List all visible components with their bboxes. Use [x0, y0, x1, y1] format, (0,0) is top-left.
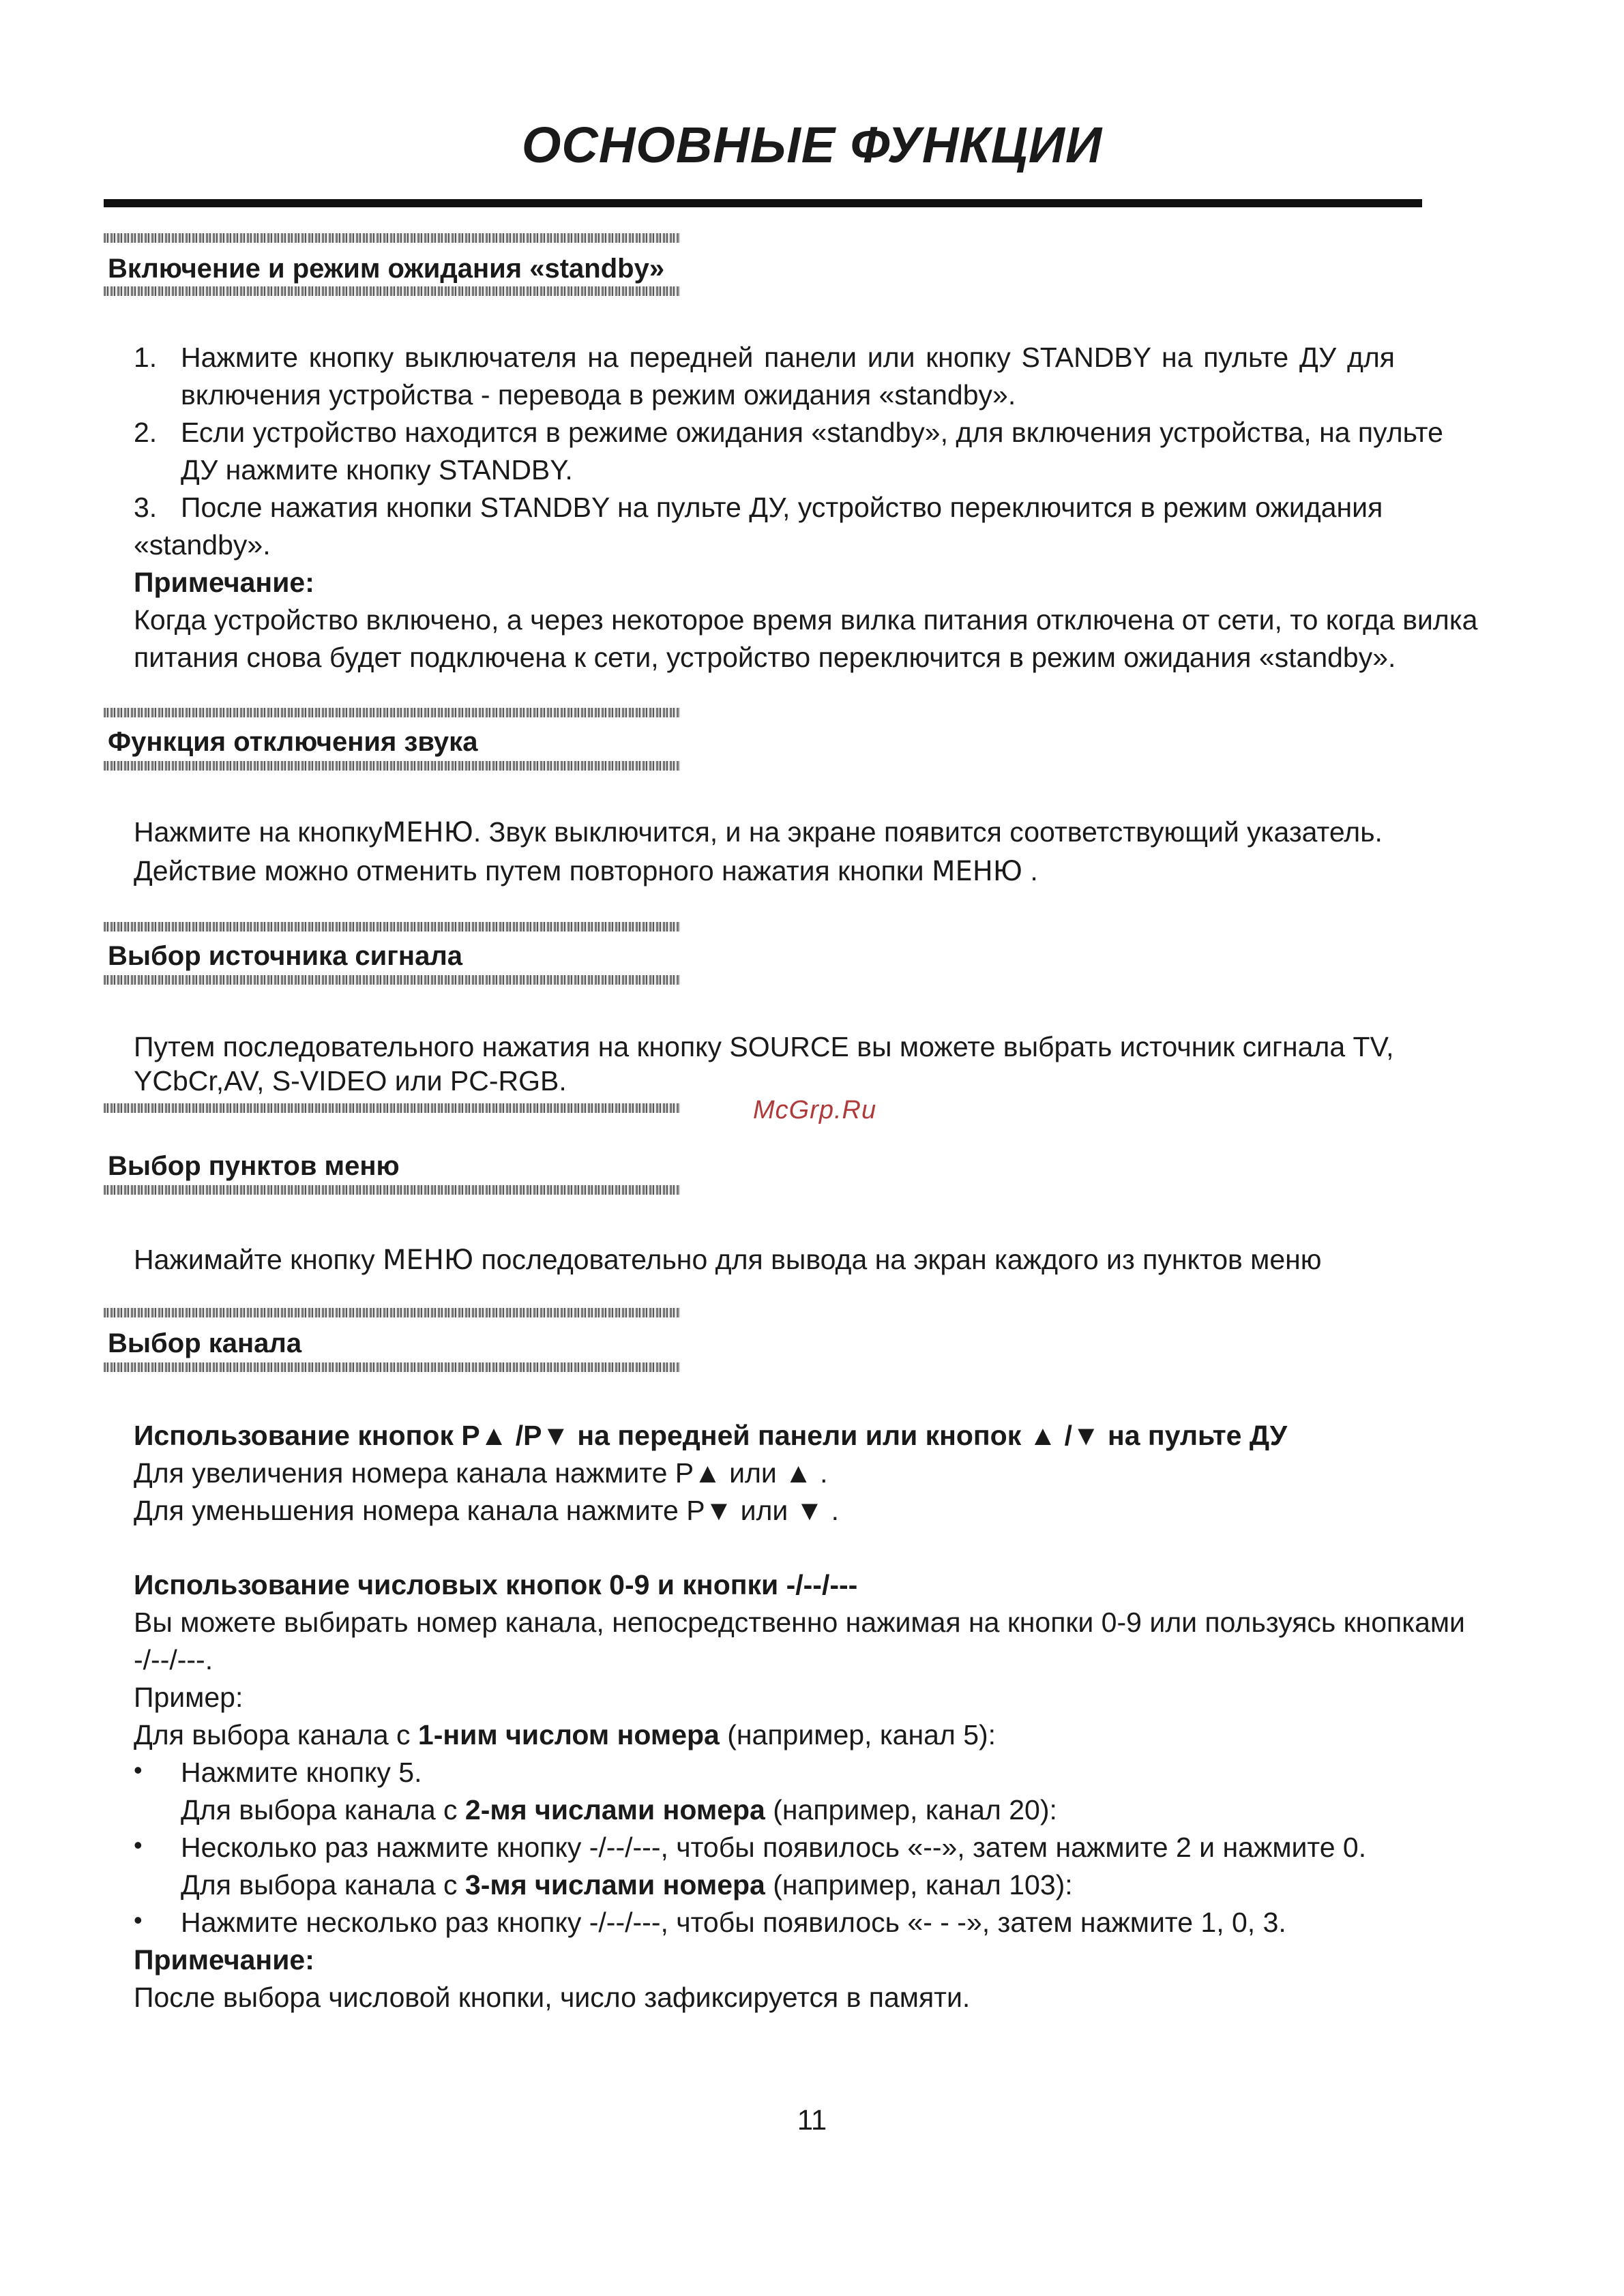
channel-sub2-line: Пример: — [134, 1682, 243, 1713]
mute-line-2 — [134, 852, 1038, 891]
channel-sub2-heading: Использование числовых кнопок 0-9 и кнопки -/--/--- — [134, 1569, 858, 1600]
text-span: (например, канал 5): — [719, 1719, 996, 1750]
section-band-top — [104, 233, 680, 243]
section-band-top — [104, 922, 680, 931]
page-title: ОСНОВНЫЕ ФУНКЦИИ — [521, 117, 1103, 173]
section-heading-source: Выбор источника сигнала — [108, 941, 462, 971]
text-span: 1-ним числом номера — [417, 1719, 720, 1750]
section-band-bottom — [104, 761, 680, 771]
list-item-line: Если устройство находится в режиме ожидания «standby», для включения устройства, на пульте — [181, 417, 1443, 448]
title-divider — [104, 199, 1422, 207]
text-span: Для выбора канала с — [181, 1869, 465, 1900]
section-band-bottom — [104, 286, 680, 296]
text-span: (например, канал 103): — [765, 1869, 1073, 1900]
section-band-bottom — [104, 1362, 680, 1372]
mute-line-1 — [134, 814, 1383, 852]
section-heading-channel: Выбор канала — [108, 1328, 302, 1358]
menu-button-label: МЕНЮ — [383, 1244, 474, 1276]
source-line-1: Путем последовательного нажатия на кнопку SOURCE вы можете выбрать источник сигнала TV, — [134, 1031, 1394, 1062]
note-text-line: Когда устройство включено, а через некоторое время вилка питания отключена от сети, то когда вилка — [134, 604, 1478, 636]
list-item-line: включения устройства - перевода в режим ожидания «standby». — [181, 379, 1016, 411]
list-item-line: ДУ нажмите кнопку STANDBY. — [181, 454, 573, 486]
bullet-text: Нажмите несколько раз кнопку -/--/---, чтобы появилось «- - -», затем нажмите 1, 0, 3. — [181, 1907, 1286, 1938]
bullet-icon: • — [134, 1831, 143, 1859]
example-line-2 — [181, 1791, 1057, 1829]
text-span: . — [1030, 855, 1038, 886]
text-span: 3-мя числами номера — [464, 1869, 765, 1900]
bullet-text: Нажмите кнопку 5. — [181, 1757, 422, 1788]
section-heading-standby: Включение и режим ожидания «standby» — [108, 254, 665, 284]
example-line-1 — [134, 1716, 996, 1754]
menu-line — [134, 1241, 1322, 1279]
text-span: Для выбора канала с — [181, 1794, 465, 1825]
list-item-line: Нажмите кнопку выключателя на передней панели или кнопку STANDBY на пульте ДУ для — [181, 342, 1395, 373]
list-item-line: После нажатия кнопки STANDBY на пульте ДУ, устройство переключится в режим ожидания — [181, 492, 1383, 523]
watermark: McGrp.Ru — [753, 1096, 877, 1124]
channel-sub2-line: -/--/---. — [134, 1644, 213, 1675]
text-span: . Звук выключится, и на экране появится соответствующий указатель. — [473, 816, 1383, 848]
text-span: (например, канал 20): — [765, 1794, 1057, 1825]
section-heading-mute: Функция отключения звука — [108, 727, 478, 757]
channel-sub1-line: Для уменьшения номера канала нажмите P▼ или ▼ . — [134, 1495, 840, 1526]
note-text-line: питания снова будет подключена к сети, устройство переключится в режим ожидания «standby». — [134, 642, 1396, 673]
list-number: 2. — [134, 417, 158, 448]
list-number: 3. — [134, 492, 158, 523]
text-span: последовательно для вывода на экран каждого из пунктов меню — [481, 1244, 1322, 1275]
section-band-top — [104, 708, 680, 717]
section-heading-menu: Выбор пунктов меню — [108, 1151, 400, 1181]
text-span: Нажмите на кнопку — [134, 816, 383, 848]
text-span: Для выбора канала с — [134, 1719, 418, 1750]
example-line-3 — [181, 1866, 1073, 1904]
text-span: Нажимайте кнопку — [134, 1244, 375, 1275]
section-band-top — [104, 1103, 680, 1113]
page-number: 11 — [797, 2104, 827, 2136]
section-band-top — [104, 1308, 680, 1317]
text-span: Действие можно отменить путем повторного нажатия кнопки — [134, 855, 924, 886]
text-span: 2-мя числами номера — [464, 1794, 765, 1825]
list-number: 1. — [134, 342, 158, 373]
list-item-line: «standby». — [134, 529, 271, 561]
section-band-bottom — [104, 1185, 680, 1195]
channel-sub1-heading: Использование кнопок P▲ /P▼ на передней панели или кнопок ▲ /▼ на пульте ДУ — [134, 1420, 1288, 1451]
channel-sub2-line: Вы можете выбирать номер канала, непосредственно нажимая на кнопки 0-9 или пользуясь кнопками — [134, 1607, 1465, 1638]
source-line-2: YCbCr,AV, S-VIDEO или PC-RGB. — [134, 1065, 567, 1097]
menu-button-label: МЕНЮ — [931, 856, 1022, 887]
note-text-line: После выбора числовой кнопки, число зафиксируется в памяти. — [134, 1982, 971, 2013]
section-band-bottom — [104, 975, 680, 985]
bullet-text: Несколько раз нажмите кнопку -/--/---, чтобы появилось «--», затем нажмите 2 и нажмите 0. — [181, 1832, 1367, 1863]
bullet-icon: • — [134, 1756, 143, 1784]
note-label: Примечание: — [134, 1944, 314, 1976]
bullet-icon: • — [134, 1906, 143, 1934]
note-label: Примечание: — [134, 567, 314, 598]
menu-button-label: МЕНЮ — [382, 817, 473, 848]
channel-sub1-line: Для увеличения номера канала нажмите P▲ или ▲ . — [134, 1457, 828, 1489]
